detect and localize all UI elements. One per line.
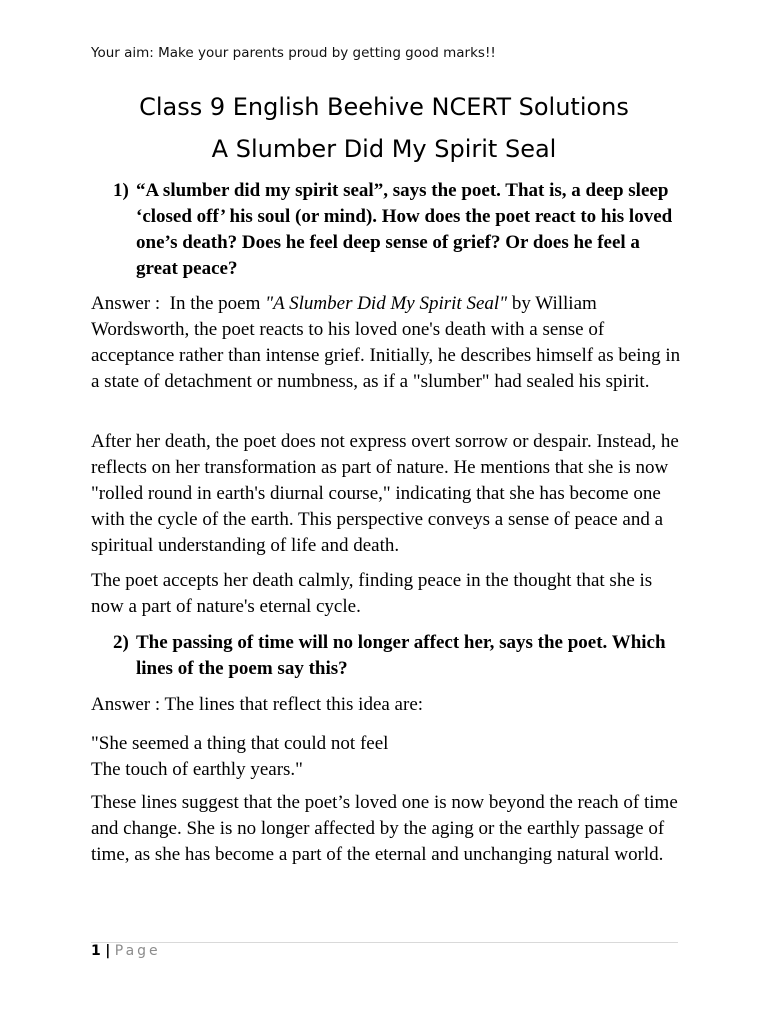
page-label: Page [114, 943, 161, 959]
quote-line-2: The touch of earthly years." [91, 759, 303, 780]
question-number: 2) [113, 632, 129, 653]
answer-2-intro: Answer : The lines that reflect this idea are: [91, 694, 424, 715]
answer-1-paragraph-1 [91, 291, 681, 395]
footer-divider [91, 942, 678, 943]
question-text: The passing of time will no longer affect her, says the poet. Which lines of the poem say this? [136, 632, 666, 679]
document-page [91, 0, 681, 1024]
header-note: Your aim: Make your parents proud by getting good marks!! [91, 45, 496, 61]
quote-line-1: "She seemed a thing that could not feel [91, 733, 389, 754]
footer-separator: | [105, 943, 111, 959]
answer-2-paragraph: These lines suggest that the poet’s loved one is now beyond the reach of time and change. She is no longer affected by the aging or the earthly passage of time, as she has become a part of the eternal and unchanging natural world. [91, 792, 678, 865]
answer-1-paragraph-2: After her death, the poet does not express overt sorrow or despair. Instead, he reflects on her transformation as part of nature. He mentions that she is now "rolled round in earth's diurnal course," indicating that she has become one with the cycle of the earth. This perspective conveys a sense of peace and a spiritual understanding of life and death. [91, 431, 679, 556]
question-2 [113, 630, 681, 682]
page-footer [91, 943, 161, 959]
answer-prefix: Answer : In the poem [91, 293, 266, 314]
answer-text: by William Wordsworth, the poet reacts to his loved one's death with a sense of acceptance rather than intense grief. Initially, he describes himself as being in a state of detachment or numbness, as if a "slumber" had sealed his spirit. [91, 293, 681, 392]
poem-title-italic: "A Slumber Did My Spirit Seal" [265, 293, 508, 314]
page-number: 1 [91, 943, 101, 959]
poem-quote [91, 731, 681, 783]
page-subtitle: A Slumber Did My Spirit Seal [211, 135, 557, 163]
question-number: 1) [113, 180, 129, 201]
page-title: Class 9 English Beehive NCERT Solutions [139, 93, 629, 121]
question-text: “A slumber did my spirit seal”, says the poet. That is, a deep sleep ‘closed off’ his soul (or mind). How does the poet react to his loved one’s death? Does he feel deep sense of grief? Or does he feel a great peace? [136, 180, 673, 279]
answer-1-paragraph-3: The poet accepts her death calmly, finding peace in the thought that she is now a part of nature's eternal cycle. [91, 570, 653, 617]
question-1 [113, 178, 681, 282]
